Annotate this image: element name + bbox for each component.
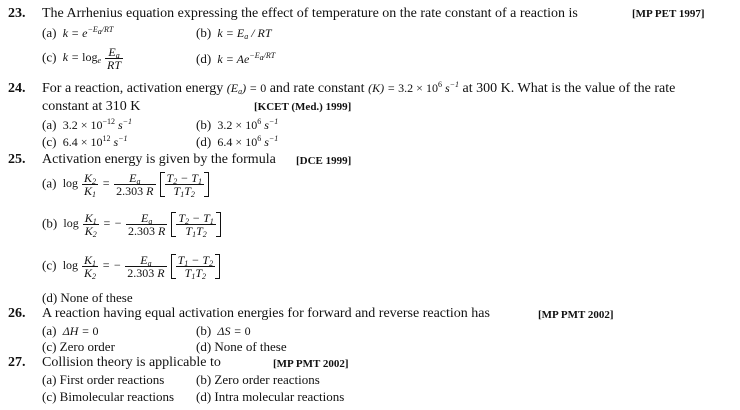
question-text: For a reaction, activation energy $(E_a) = 0$ and rate constant $(K) = 3.2 \times 10^6$ $s^{-1}$ at 300 K. What is the value of the rate	[42, 80, 676, 96]
question-number: 26.	[8, 306, 26, 321]
question-source: [MP PMT 2002]	[538, 309, 614, 321]
option-label: (c)	[42, 257, 57, 273]
option-label: (b)	[196, 25, 212, 40]
question-text: A reaction having equal activation energies for forward and reverse reaction has	[42, 306, 490, 321]
formula: $3.2 \times 10^{-12}$ $s^{-1}$	[62, 117, 133, 132]
option-c[interactable]: (c) Bimolecular reactions	[42, 389, 175, 404]
option-label: (a)	[42, 25, 57, 40]
option-b[interactable]	[196, 25, 272, 41]
option-d[interactable]: (d) None of these	[196, 339, 287, 354]
formula: $k = e^{-E_a/RT}$	[59, 25, 114, 40]
option-a[interactable]: (a) First order reactions	[42, 372, 165, 387]
option-c[interactable]	[42, 254, 220, 279]
question-text: The Arrhenius equation expressing the effect of temperature on the rate constant of a reaction is	[42, 6, 578, 21]
question-number: 24.	[8, 81, 26, 96]
option-b[interactable]	[196, 323, 251, 339]
option-b[interactable]	[42, 212, 221, 237]
formula: $k = E_a$ / RT	[214, 26, 272, 41]
formula: ΔH = 0	[59, 324, 99, 338]
option-c[interactable]	[42, 46, 124, 71]
option-d[interactable]	[196, 51, 275, 67]
question-source: [MP PMT 2002]	[273, 358, 349, 370]
option-label: (b)	[196, 323, 212, 338]
option-c[interactable]: (c) Zero order	[42, 339, 115, 354]
option-label: (a)	[42, 323, 57, 338]
formula: $3.2 \times 10^6$ $s^{-1}$	[217, 117, 279, 132]
formula: $k = Ae^{-E_a/RT}$	[214, 51, 276, 66]
option-a[interactable]	[42, 25, 113, 41]
formula: log $\frac{K_1}{K_2}$ = − $\frac{E_a}{2.303 R}$ $\frac{T_2 - T_1}{T_1T_2}$	[60, 216, 220, 230]
option-label: (c)	[42, 49, 57, 65]
question-number: 27.	[8, 355, 26, 370]
option-b[interactable]	[196, 117, 278, 133]
option-d[interactable]: (d) None of these	[42, 290, 133, 305]
formula: log $\frac{K_2}{K_1}$ = $\frac{E_a}{2.303 R}$ $\frac{T_2 - T_1}{T_1T_2}$	[60, 176, 209, 190]
formula: $6.4 \times 10^6$ $s^{-1}$	[217, 134, 279, 149]
question-text: Collision theory is applicable to	[42, 355, 221, 370]
question-number: 23.	[8, 6, 26, 21]
formula: $6.4 \times 10^{12}$ $s^{-1}$	[62, 134, 128, 149]
option-d[interactable]: (d) Intra molecular reactions	[196, 389, 345, 404]
question-text-line2: constant at 310 K	[42, 99, 141, 114]
option-c[interactable]	[42, 134, 128, 150]
option-label: (c)	[42, 134, 57, 149]
question-source: [DCE 1999]	[296, 155, 352, 167]
option-b[interactable]: (b) Zero order reactions	[196, 372, 320, 387]
option-label: (a)	[42, 175, 57, 191]
formula: log $\frac{K_1}{K_2}$ = − $\frac{E_a}{2.303 R}$ $\frac{T_1 - T_2}{T_1T_2}$	[60, 258, 220, 272]
option-label: (b)	[42, 215, 58, 231]
formula: $k = \log_e$ $\frac{E_a}{RT}$	[59, 45, 122, 72]
question-number: 25.	[8, 152, 26, 167]
option-a[interactable]	[42, 117, 132, 133]
option-label: (d)	[196, 134, 212, 149]
formula: ΔS = 0	[214, 324, 251, 338]
question-source: [KCET (Med.) 1999]	[254, 101, 352, 113]
question-text: Activation energy is given by the formula	[42, 152, 276, 167]
option-label: (d)	[196, 51, 212, 66]
option-d[interactable]	[196, 134, 278, 150]
option-label: (b)	[196, 117, 212, 132]
option-a[interactable]	[42, 323, 99, 339]
option-label: (a)	[42, 117, 57, 132]
option-a[interactable]	[42, 172, 209, 197]
question-source: [MP PET 1997]	[632, 8, 705, 20]
